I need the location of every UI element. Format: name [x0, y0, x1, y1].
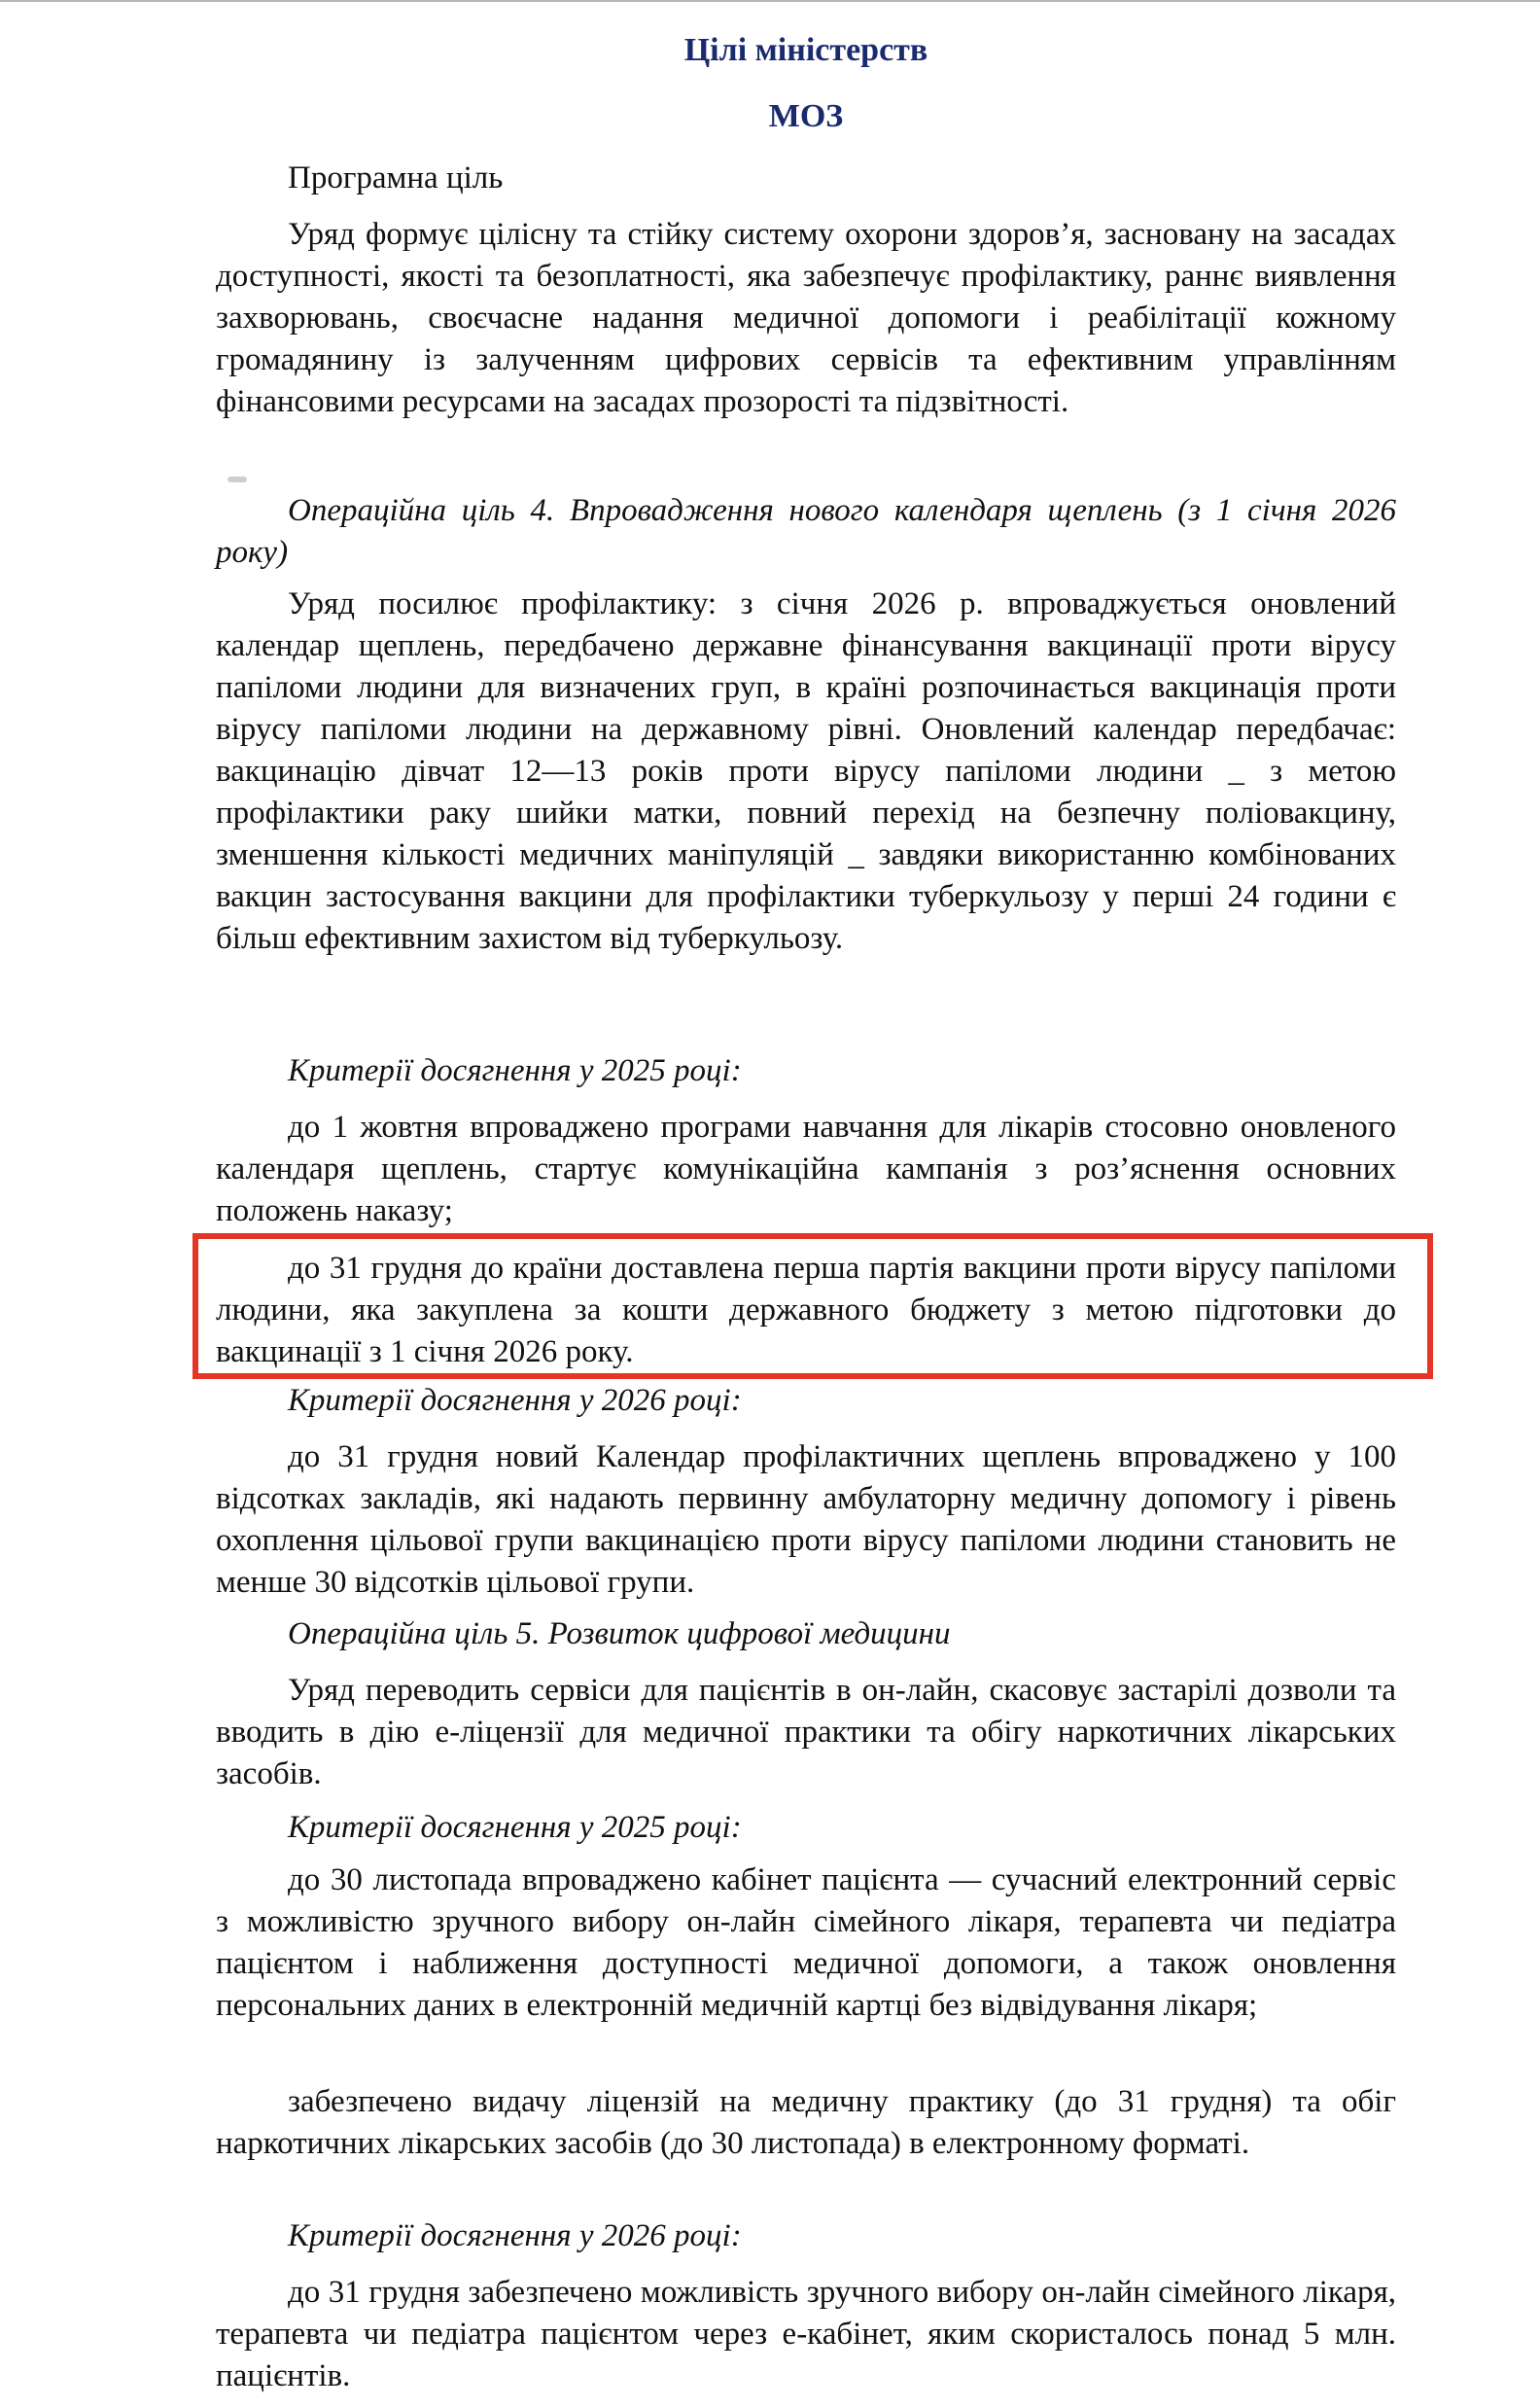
- goal5-criteria-2025-item-2: забезпечено видачу ліцензій на медичну практику (до 31 грудня) та обіг наркотичних лікарських засобів (до 30 листопада) в електронному форматі.: [216, 2084, 1396, 2161]
- goal4-criteria-2025-item-2: до 31 грудня до країни доставлена перша партія вакцини проти вірусу папіломи людини, яка закуплена за кошти державного бюджету з метою підготовки до вакцинації з 1 січня 2026 року.: [216, 1251, 1396, 1369]
- goal4-criteria-2026-label: Критерії досягнення у 2026 році:: [288, 1383, 742, 1418]
- highlight-box: [192, 1233, 1433, 1379]
- goal5-criteria-2026-item-1: до 31 грудня забезпечено можливість зручного вибору он-лайн сімейного лікаря, терапевта чи педіатра пацієнтом через е-кабінет, яким скористалось понад 5 млн. пацієнтів.: [216, 2275, 1396, 2393]
- goal4-criteria-2025-item-1: до 1 жовтня впроваджено програми навчання для лікарів стосовно оновленого календаря щеплень, стартує комунікаційна кампанія з роз’яснення основних положень наказу;: [216, 1110, 1396, 1228]
- scan-mark: [228, 477, 247, 482]
- operational-goal-4-text: Уряд посилює профілактику: з січня 2026 р. впроваджується оновлений календар щеплень, передбачено державне фінансування вакцинації проти вірусу папіломи людини для визначених груп, в країні розпочинається вакцинація проти вірусу папіломи людини на державному рівні. Оновлений календар передбачає: вакцинацію дівчат 12—13 років проти вірусу папіломи людини _ з метою профілактики раку шийки матки, повний перехід на безпечну поліовакцину, зменшення кількості медичних маніпуляцій _ завдяки використанню комбінованих вакцин застосування вакцини для профілактики туберкульозу у перші 24 години є більш ефективним захистом від туберкульозу.: [216, 586, 1396, 956]
- operational-goal-5-text: Уряд переводить сервіси для пацієнтів в он-лайн, скасовує застарілі дозволи та вводить в дію е-ліцензії для медичної практики та обігу наркотичних лікарських засобів.: [216, 1673, 1396, 1791]
- operational-goal-4-title: Операційна ціль 4. Впровадження нового календаря щеплень (з 1 січня 2026 року): [216, 493, 1396, 570]
- top-divider: [0, 0, 1540, 2]
- goal5-criteria-2025-item-1: до 30 листопада впроваджено кабінет пацієнта — сучасний електронний сервіс з можливістю зручного вибору он-лайн сімейного лікаря, терапевта чи педіатра пацієнтом і наближення доступності медичної допомоги, а також оновлення персональних даних в електронній медичній картці без відвідування лікаря;: [216, 1862, 1396, 2023]
- goal5-criteria-2025-label: Критерії досягнення у 2025 році:: [288, 1810, 742, 1845]
- program-goal-text: Уряд формує цілісну та стійку систему охорони здоров’я, засновану на засадах доступності, якості та безоплатності, яка забезпечує профілактику, раннє виявлення захворювань, своєчасне надання медичної допомоги і реабілітації кожному громадянину із залученням цифрових сервісів та ефективним управлінням фінансовими ресурсами на засадах прозорості та підзвітності.: [216, 217, 1396, 419]
- ministry-heading: МОЗ: [768, 98, 844, 134]
- document-heading: Цілі міністерств: [683, 32, 928, 68]
- program-goal-label: Програмна ціль: [288, 160, 504, 195]
- operational-goal-5-title: Операційна ціль 5. Розвиток цифрової медицини: [288, 1616, 951, 1651]
- goal5-criteria-2026-label: Критерії досягнення у 2026 році:: [288, 2218, 742, 2253]
- goal4-criteria-2025-label: Критерії досягнення у 2025 році:: [288, 1053, 742, 1088]
- goal4-criteria-2026-item-1: до 31 грудня новий Календар профілактичних щеплень впроваджено у 100 відсотках закладів, які надають первинну амбулаторну медичну допомогу і рівень охоплення цільової групи вакцинацією проти вірусу папіломи людини становить не менше 30 відсотків цільової групи.: [216, 1439, 1396, 1600]
